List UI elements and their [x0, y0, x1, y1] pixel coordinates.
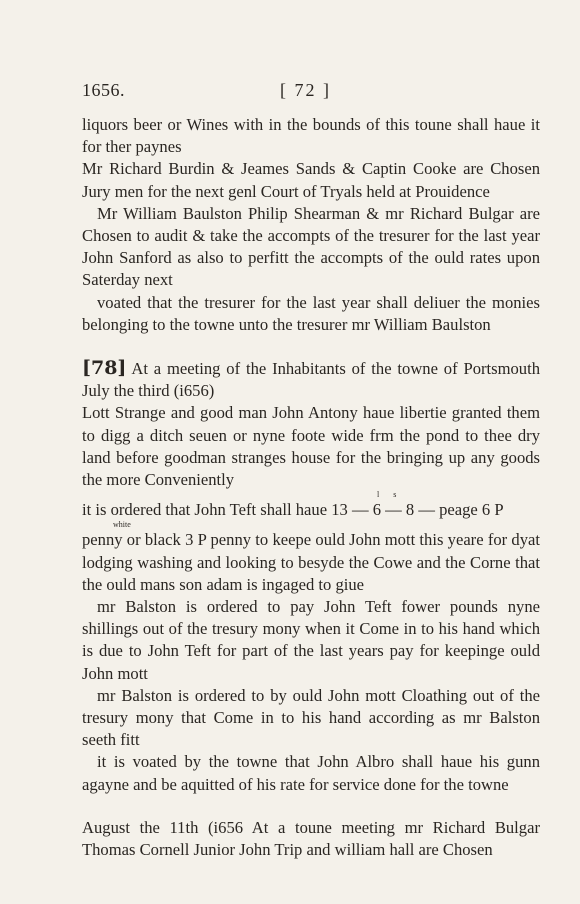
paragraph-audit: Mr William Baulston Philip Shearman & mr Richard Bulgar are Chosen to audit & take the accompts of the tresurer for the last year John Sanford as also to perfitt the accompts of the ould rates upon Saterday next: [82, 203, 540, 290]
paragraph-august: August the 11th (i656 At a toune meeting mr Richard Bulgar Thomas Cornell Junior John Trip and william hall are Chosen: [82, 817, 540, 860]
paragraph-jury: Mr Richard Burdin & Jeames Sands & Captin Cooke are Chosen Jury men for the next genl Court of Tryals held at Prouidence: [82, 159, 540, 201]
meeting-opening: At a meeting of the Inhabitants of the towne of Portsmouth July the third (i656): [82, 359, 540, 401]
paragraph-penny: penny or black 3 P penny to keepe ould John mott this yeare for dyat lodging washing and looking to besyde the Cowe and the Corne that the ould mans son adam is ingaged to giue: [82, 530, 540, 594]
paragraph-liquors: liquors beer or Wines with in the bounds of this toune shall haue it for ther paynes: [82, 115, 540, 157]
page-header: [82, 80, 502, 106]
paragraph-meeting: [82, 357, 540, 402]
document-body: [82, 114, 540, 861]
interlinear-white: white: [113, 520, 131, 530]
paragraph-cloathing: mr Balston is ordered to by ould John mott Cloathing out of the tresury mony that Come in to his hand according as mr Balston seeth fitt: [82, 685, 540, 750]
header-year: 1656.: [82, 80, 125, 100]
interlinear-mark-s: s: [393, 490, 397, 500]
paragraph-albro: it is voated by the towne that John Albro shall haue his gunn agayne and be aquitted of his rate for service done for the towne: [82, 752, 540, 794]
interlinear-mark-l: l: [377, 490, 380, 500]
interlinear-marks: [82, 491, 540, 499]
page-number: [ 72 ]: [280, 80, 331, 100]
folio-marker: [78]: [82, 357, 127, 380]
paragraph-tresurer: voated that the tresurer for the last year shall deliuer the monies belonging to the towne unto the tresurer mr William Baulston: [82, 292, 540, 334]
paragraph-balston-pay: mr Balston is ordered to pay John Teft fower pounds nyne shillings out of the tresury mony when it Come in to his hand which is due to John Teft for part of the last years pay for keepinge ould John mott: [82, 597, 540, 683]
paragraph-lott-strange: Lott Strange and good man John Antony haue libertie granted them to digg a ditch seuen or nyne foote wide frm the pond to thee dry land before goodman stranges house for the bringing up any goods the more Conveniently: [82, 403, 540, 490]
paragraph-teft-pay: it is ordered that John Teft shall haue 13 — 6 — 8 — peage 6 P: [82, 500, 504, 520]
